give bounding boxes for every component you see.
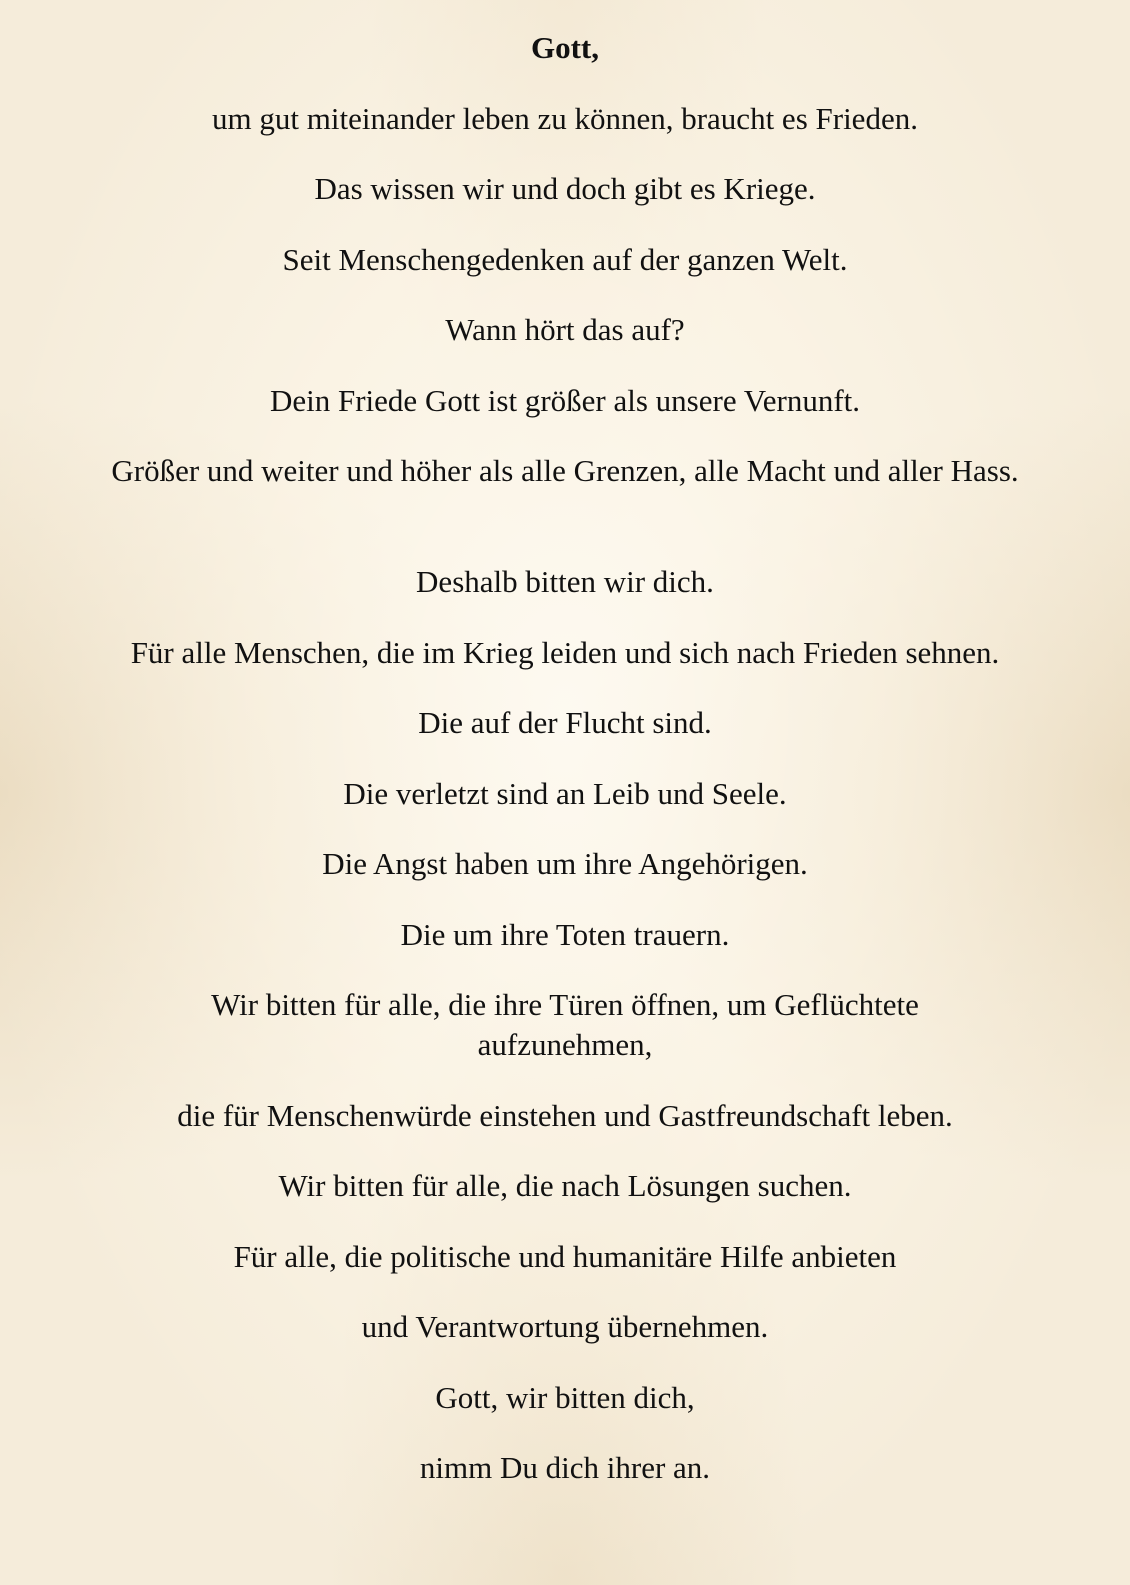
prayer-line: Wann hört das auf? (445, 312, 685, 347)
prayer-line: nimm Du dich ihrer an. (419, 1450, 711, 1485)
prayer-line: Wir bitten für alle, die ihre Türen öffnen, um Geflüchtete aufzunehmen, (211, 987, 919, 1062)
prayer-line: Deshalb bitten wir dich. (416, 564, 714, 599)
prayer-line: die für Menschenwürde einstehen und Gastfreundschaft leben. (177, 1098, 953, 1133)
prayer-line: Für alle, die politische und humanitäre Hilfe anbieten (233, 1239, 897, 1274)
prayer-line: Seit Menschengedenken auf der ganzen Welt. (282, 242, 848, 277)
prayer-line: Das wissen wir und doch gibt es Kriege. (314, 171, 816, 206)
prayer-line: Gott, wir bitten dich, (435, 1380, 695, 1415)
prayer-line: Die Angst haben um ihre Angehörigen. (322, 846, 808, 881)
prayer-line: um gut miteinander leben zu können, braucht es Frieden. (212, 101, 918, 136)
prayer-line: Für alle Menschen, die im Krieg leiden und sich nach Frieden sehnen. (130, 635, 1000, 670)
prayer-line: Die um ihre Toten trauern. (400, 917, 730, 952)
prayer-line: Die verletzt sind an Leib und Seele. (343, 776, 787, 811)
prayer-title: Gott, (530, 30, 599, 65)
prayer-line: Dein Friede Gott ist größer als unsere Vernunft. (269, 383, 860, 418)
prayer-line: Die auf der Flucht sind. (418, 705, 712, 740)
prayer-line: Wir bitten für alle, die nach Lösungen suchen. (278, 1168, 852, 1203)
prayer-line: Größer und weiter und höher als alle Grenzen, alle Macht und aller Hass. (111, 453, 1019, 488)
prayer-page (40, 0, 1090, 1585)
prayer-line: und Verantwortung übernehmen. (361, 1309, 769, 1344)
